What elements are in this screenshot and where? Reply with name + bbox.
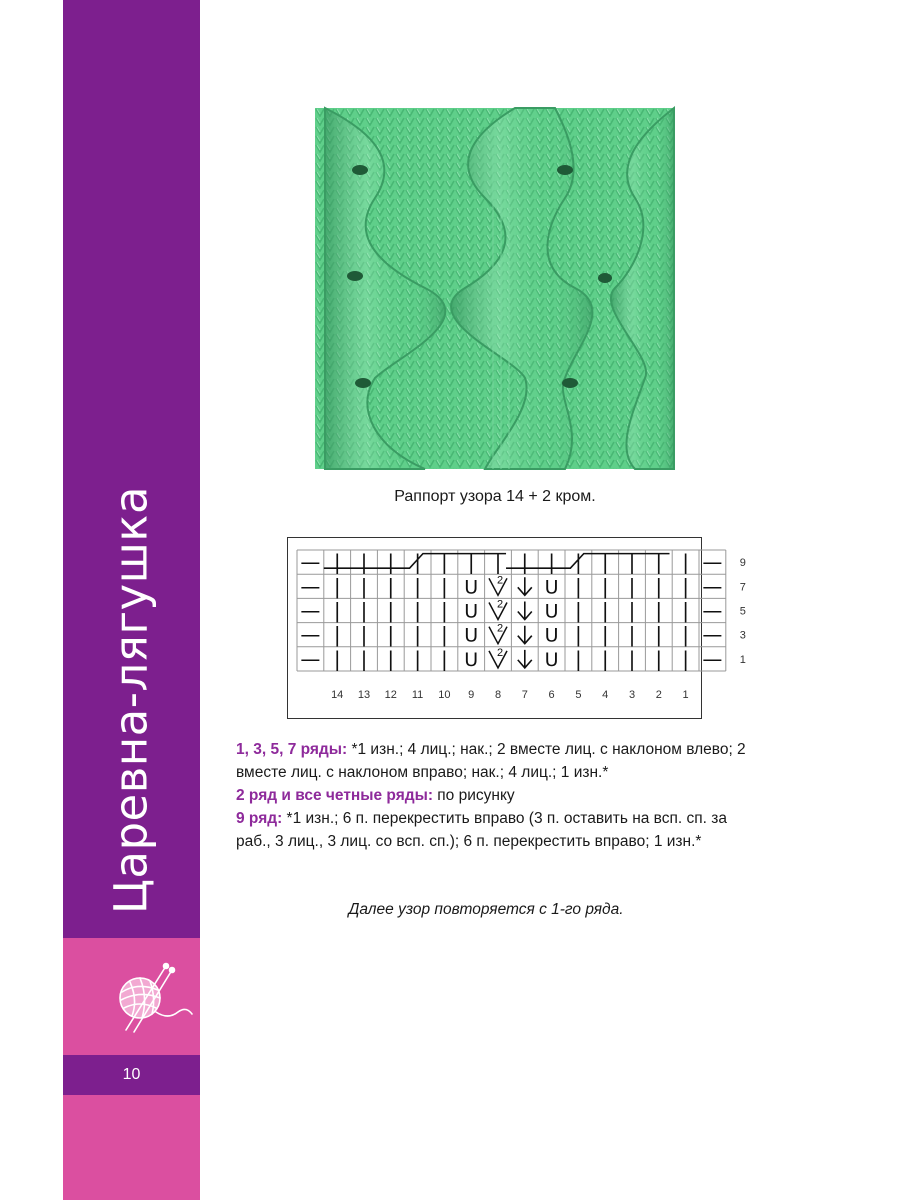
column-number: 2 — [655, 689, 662, 701]
yarn-over-symbol: U — [464, 648, 479, 671]
knit-symbol: | — [682, 574, 689, 599]
knit-symbol: | — [441, 574, 448, 599]
knitting-chart — [287, 537, 746, 719]
instruction-text: *1 изн.; 4 лиц.; нак.; 2 вместе лиц. с наклоном влево; 2 вместе лиц. с наклоном вправо; нак.; 4 лиц.; 1 изн.* — [236, 741, 746, 781]
knit-symbol: | — [414, 598, 421, 623]
purl-symbol: — — [300, 646, 321, 671]
yarn-over-symbol: U — [464, 576, 479, 599]
knit-symbol: | — [333, 574, 341, 599]
column-number: 6 — [548, 689, 555, 701]
knit-symbol: | — [575, 550, 582, 575]
sidebar-pink-bottom-band — [63, 1095, 200, 1200]
column-number: 1 — [682, 689, 689, 701]
knit-symbol: | — [333, 646, 341, 671]
k2tog-right-arrow — [518, 626, 532, 644]
purl-symbol: — — [702, 574, 723, 599]
k2tog-left-number: 2 — [496, 646, 504, 659]
column-number: 8 — [494, 689, 502, 701]
knit-symbol: | — [575, 574, 582, 599]
purl-symbol: — — [702, 598, 723, 623]
knit-symbol: | — [601, 646, 609, 671]
row-number: 5 — [739, 605, 746, 618]
knit-symbol: | — [682, 622, 689, 647]
knit-symbol: | — [387, 622, 395, 647]
knit-symbol: | — [387, 574, 395, 599]
instruction-label: 1, 3, 5, 7 ряды: — [236, 741, 348, 758]
purl-symbol: — — [300, 550, 321, 575]
knit-symbol: | — [682, 646, 689, 671]
column-number: 13 — [357, 689, 371, 701]
knit-symbol: | — [575, 598, 582, 623]
knit-symbol: | — [441, 646, 448, 671]
column-number: 11 — [411, 689, 424, 701]
knit-symbol: | — [655, 598, 663, 623]
knit-symbol: | — [414, 622, 421, 647]
k2tog-left-number: 2 — [496, 622, 504, 635]
row-number: 1 — [739, 653, 746, 666]
instruction-row-9 — [236, 807, 766, 853]
knit-symbol: | — [387, 550, 395, 575]
knit-symbol: | — [682, 598, 689, 623]
column-number: 9 — [468, 689, 475, 701]
pattern-repeat-caption: Раппорт узора 14 + 2 кром. — [394, 488, 596, 505]
yarn-over-symbol: U — [544, 576, 559, 599]
yarn-over-symbol: U — [464, 624, 479, 647]
knit-symbol: | — [414, 550, 421, 575]
yarn-over-symbol: U — [544, 600, 559, 623]
knit-symbol: | — [467, 550, 475, 575]
knit-symbol: | — [682, 550, 689, 575]
pattern-title: Царевна-лягушка — [104, 485, 158, 915]
knit-sample-photo — [315, 108, 674, 469]
purl-symbol: — — [300, 622, 321, 647]
instruction-odd-rows — [236, 738, 766, 784]
yarn-ball-needles-icon — [108, 960, 194, 1038]
knit-symbol: | — [360, 598, 368, 623]
knit-symbol: | — [655, 574, 663, 599]
knit-symbol: | — [655, 622, 663, 647]
instruction-text: *1 изн.; 6 п. перекрестить вправо (3 п. оставить на всп. сп. за раб., 3 лиц., 3 лиц. со всп. сп.); 6 п. перекрестить вправо; 1 изн.* — [236, 810, 727, 850]
knit-symbol: | — [548, 550, 555, 575]
yarn-over-symbol: U — [544, 648, 559, 671]
yarn-over-symbol: U — [464, 600, 479, 623]
column-number: 12 — [384, 689, 397, 701]
knit-symbol: | — [521, 550, 529, 575]
column-number: 4 — [602, 689, 609, 701]
knit-symbol: | — [441, 550, 448, 575]
instruction-label: 9 ряд: — [236, 810, 283, 827]
knit-symbol: | — [441, 598, 448, 623]
purl-symbol: — — [300, 574, 321, 599]
row-number: 3 — [739, 629, 746, 642]
knit-symbol: | — [360, 550, 368, 575]
knit-symbol: | — [601, 574, 609, 599]
knit-symbol: | — [628, 574, 636, 599]
knit-symbol: | — [655, 646, 663, 671]
knit-symbol: | — [441, 622, 448, 647]
instruction-even-rows — [236, 784, 766, 807]
purl-symbol: — — [702, 550, 723, 575]
page-number: 10 — [122, 1066, 141, 1083]
purl-symbol: — — [300, 598, 321, 623]
column-number: 5 — [575, 689, 582, 701]
knit-symbol: | — [360, 646, 368, 671]
knit-symbol: | — [628, 598, 636, 623]
knit-symbol: | — [414, 574, 421, 599]
knit-symbol: | — [575, 622, 582, 647]
instruction-text: по рисунку — [432, 787, 515, 804]
knit-symbol: | — [655, 550, 663, 575]
knit-symbol: | — [575, 646, 582, 671]
knit-symbol: | — [387, 646, 395, 671]
knit-symbol: | — [601, 550, 609, 575]
row-number: 9 — [739, 557, 746, 570]
purl-symbol: — — [702, 646, 723, 671]
k2tog-right-arrow — [518, 650, 532, 668]
knit-symbol: | — [601, 598, 609, 623]
column-number: 10 — [438, 689, 451, 701]
k2tog-left-number: 2 — [496, 598, 504, 611]
repeat-note: Далее узор повторяется с 1-го ряда. — [348, 901, 624, 918]
row-number: 7 — [739, 581, 746, 594]
knit-symbol: | — [414, 646, 421, 671]
knit-symbol: | — [387, 598, 395, 623]
column-number: 7 — [521, 689, 528, 701]
knit-symbol: | — [494, 550, 502, 575]
column-number: 14 — [331, 689, 344, 701]
knit-symbol: | — [360, 574, 368, 599]
instruction-label: 2 ряд и все четные ряды: — [236, 787, 433, 804]
knit-symbol: | — [333, 598, 341, 623]
purl-symbol: — — [702, 622, 723, 647]
knit-symbol: | — [628, 622, 636, 647]
k2tog-left-number: 2 — [496, 574, 504, 587]
knit-symbol: | — [333, 622, 341, 647]
knit-symbol: | — [333, 550, 341, 575]
yarn-over-symbol: U — [544, 624, 559, 647]
knit-symbol: | — [628, 550, 636, 575]
column-number: 3 — [628, 689, 636, 701]
k2tog-right-arrow — [518, 602, 532, 620]
k2tog-right-arrow — [518, 577, 532, 595]
knit-symbol: | — [360, 622, 368, 647]
knitting-instructions — [236, 738, 766, 853]
knit-symbol: | — [628, 646, 636, 671]
knit-symbol: | — [601, 622, 609, 647]
